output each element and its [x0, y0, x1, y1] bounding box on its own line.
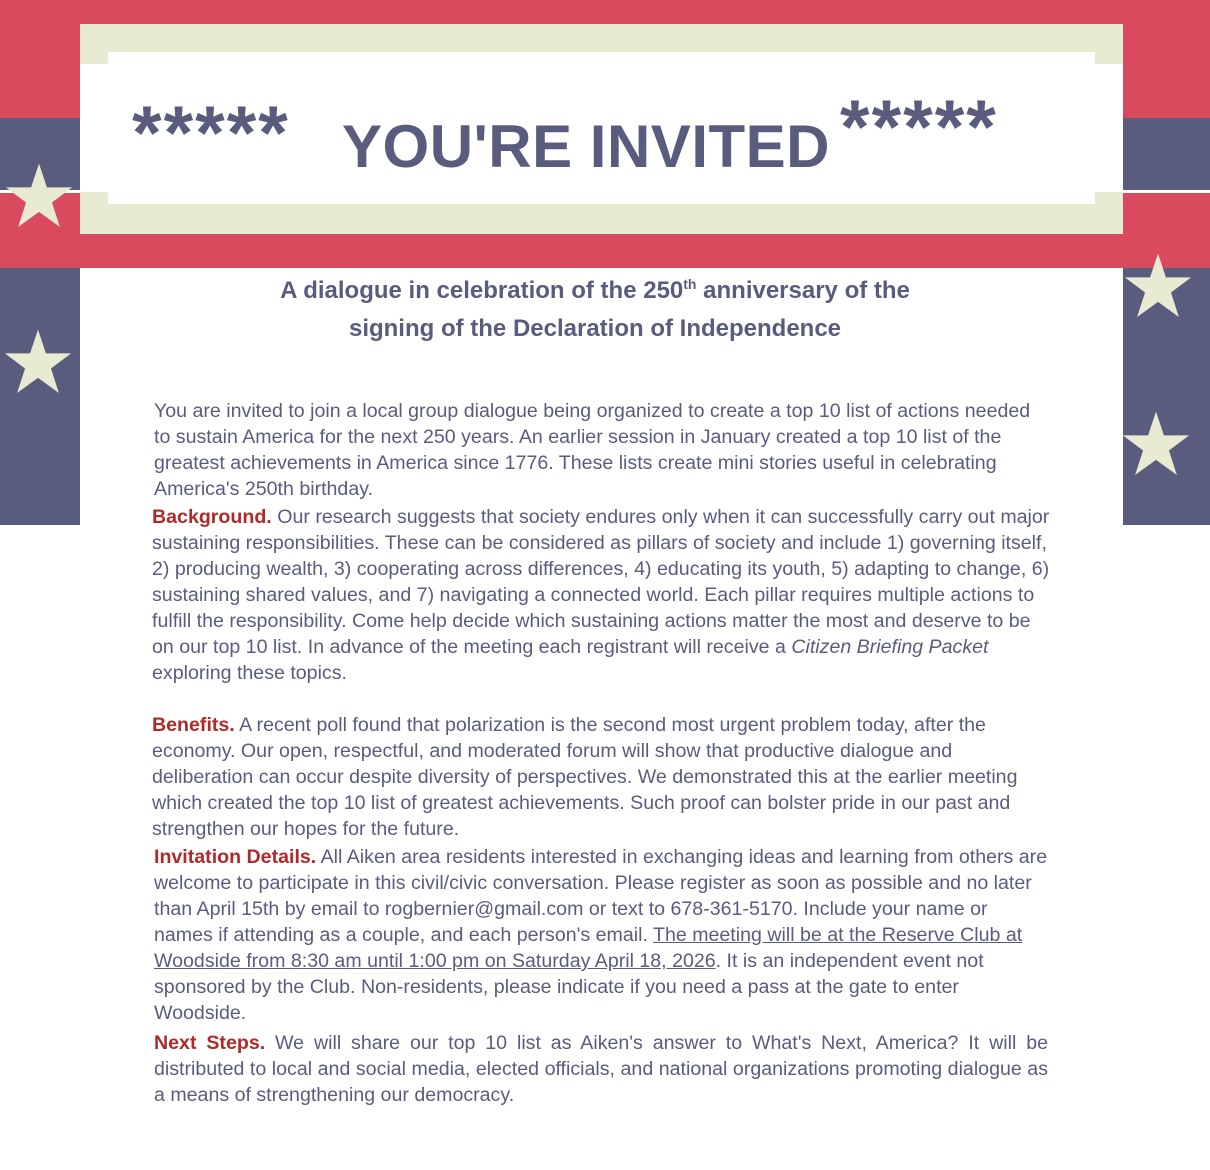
title-stars-right: *****	[840, 85, 998, 170]
meeting-details: The meeting will be at the Reserve Club at Woodside from 8:30 am until 1:00 pm on Saturday April 18, 2026	[154, 924, 1023, 972]
subtitle-line1: A dialogue in celebration of the 250th anniversary of the	[280, 276, 910, 304]
subtitle	[180, 272, 1010, 348]
title-stars-left: *****	[132, 91, 290, 176]
phone-number: 678-361-5170	[670, 898, 793, 920]
star-icon	[3, 160, 75, 232]
benefits-section: Benefits. A recent poll found that polarization is the second most urgent problem today, after the economy. Our open, respectful, and moderated forum will show that productive dialogue and deliberation can occur despite diversity of perspectives. We demonstrated this at the earlier meeting which created the top 10 list of greatest achievements. Such proof can bolster pride in our past and strengthen our hopes for the future.	[152, 714, 1018, 840]
invitation-title	[108, 52, 1093, 204]
star-icon	[1120, 408, 1192, 480]
intro-paragraph: You are invited to join a local group dialogue being organized to create a top 10 list of actions needed to sustain America for the next 250 years. An earlier session in January created a top 10 list of the greatest achievements in America since 1776. These lists create mini stories useful in celebrating America's 250th birthday.	[154, 400, 1031, 500]
background-label: Background.	[152, 506, 272, 528]
subtitle-line2: signing of the Declaration of Independence	[348, 315, 842, 342]
page-title: YOU'RE INVITED	[342, 113, 830, 180]
star-icon	[2, 326, 74, 398]
star-icon	[1122, 250, 1194, 322]
ordinal-suffix: th	[683, 276, 697, 292]
benefits-label: Benefits.	[152, 714, 235, 736]
email-link[interactable]: rogbernier@gmail.com	[384, 898, 584, 920]
next-steps-section: Next Steps. We will share our top 10 list as Aiken's answer to What's Next, America? It will be distributed to local and social media, elected officials, and national organizations promoting dialogue as a means of strengthening our democracy.	[154, 1032, 1048, 1106]
invitation-details-label: Invitation Details.	[154, 846, 317, 868]
stripe-divider-right	[1123, 190, 1210, 193]
briefing-packet-title: Citizen Briefing Packet	[791, 636, 989, 658]
next-steps-label: Next Steps.	[154, 1032, 266, 1054]
background-section: Background. Our research suggests that society endures only when it can successfully carry out major sustaining responsibilities. These can be considered as pillars of society and include 1) governing itself, 2) producing wealth, 3) cooperating across differences, 4) educating its youth, 5) adapting to change, 6) sustaining shared values, and 7) navigating a connected world. Each pillar requires multiple actions to fulfill the responsibility. Come help decide which sustaining actions matter the most and deserve to be on our top 10 list. In advance of the meeting each registrant will receive a Citizen Briefing Packet exploring these topics.	[152, 506, 1050, 684]
invitation-details-section: Invitation Details. All Aiken area residents interested in exchanging ideas and learning from others are welcome to participate in this civil/civic conversation. Please register as soon as possible and no later than April 15th by email to rogbernier@gmail.com or text to 678-361-5170. Include your name or names if attending as a couple, and each person's email. The meeting will be at the Reserve Club at Woodside from 8:30 am until 1:00 pm on Saturday April 18, 2026. It is an independent event not sponsored by the Club. Non-residents, please indicate if you need a pass at the gate to enter Woodside.	[154, 846, 1048, 1024]
